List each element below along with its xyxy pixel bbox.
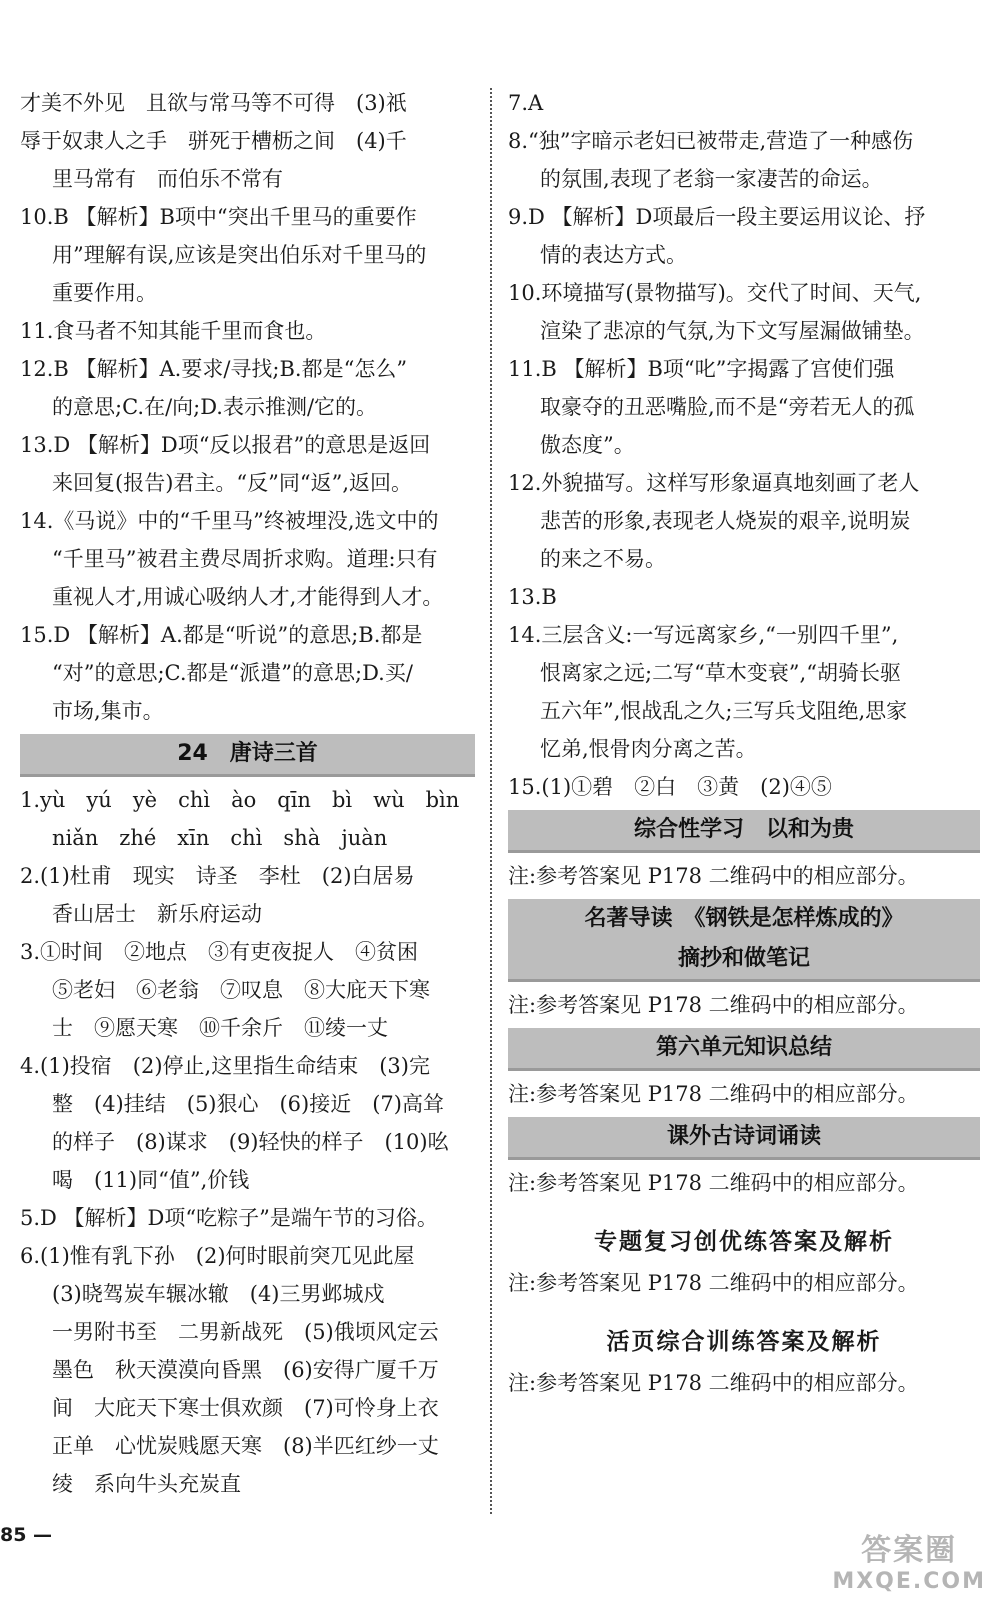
section-header [20, 734, 475, 777]
left-column [20, 84, 475, 1503]
answer-line: 15.D 【解析】A.都是“听说”的意思;B.都是 [20, 623, 423, 647]
answer-line: 10.环境描写(景物描写)。交代了时间、天气, [508, 281, 922, 305]
answer-line: 15.(1)①碧 ②白 ③黄 (2)④⑤ [508, 775, 832, 799]
answer-line: 注:参考答案见 P178 二维码中的相应部分。 [508, 1082, 919, 1106]
answer-line: 市场,集市。 [52, 699, 164, 723]
answer-line: 重视人才,用诚心吸纳人才,才能得到人才。 [52, 585, 444, 609]
answer-line: 4.(1)投宿 (2)停止,这里指生命结束 (3)完 [20, 1054, 430, 1078]
answer-line: 12.B 【解析】A.要求/寻找;B.都是“怎么” [20, 357, 408, 381]
section-title: 活页综合训练答案及解析 [606, 1329, 882, 1355]
section-header-text: 第六单元知识总结 [655, 1035, 832, 1060]
answer-line: 10.B 【解析】B项中“突出千里马的重要作 [20, 205, 417, 229]
answer-line: 才美不外见 且欲与常马等不可得 (3)祇 [20, 91, 407, 115]
answer-line: 整 (4)挂结 (5)狠心 (6)接近 (7)高耸 [52, 1092, 444, 1116]
answer-line: 注:参考答案见 P178 二维码中的相应部分。 [508, 1371, 919, 1395]
answer-line: 6.(1)惟有乳下孙 (2)何时眼前突兀见此屋 [20, 1244, 415, 1268]
answer-line: 一男附书至 二男新战死 (5)俄顷风定云 [52, 1320, 439, 1344]
answer-line: 绫 系向牛头充炭直 [52, 1472, 241, 1496]
answer-line: 注:参考答案见 P178 二维码中的相应部分。 [508, 864, 919, 888]
answer-line: 的来之不易。 [540, 547, 666, 571]
answer-line: 2.(1)杜甫 现实 诗圣 李杜 (2)白居易 [20, 864, 415, 888]
section-header-text: 24 唐诗三首 [177, 741, 318, 766]
section-title: 专题复习创优练答案及解析 [594, 1229, 894, 1255]
section-header [508, 1028, 980, 1071]
answer-line: 9.D 【解析】D项最后一段主要运用议论、抒 [508, 205, 926, 229]
answer-line: “千里马”被君主费尽周折求购。道理:只有 [52, 547, 438, 571]
answer-line: 情的表达方式。 [540, 243, 687, 267]
answer-line: 注:参考答案见 P178 二维码中的相应部分。 [508, 993, 919, 1017]
answer-line: 8.“独”字暗示老妇已被带走,营造了一种感伤 [508, 129, 914, 153]
answer-line: 的意思;C.在/向;D.表示推测/它的。 [52, 395, 378, 419]
answer-line: 恨离家之远;二写“草木变衰”,“胡骑长驱 [540, 661, 901, 685]
answer-line: 13.B [508, 585, 557, 609]
spacer [508, 1302, 980, 1320]
watermark-logo [832, 1525, 986, 1594]
column-divider [490, 88, 492, 1514]
answer-line: 来回复(报告)君主。“反”同“返”,返回。 [52, 471, 413, 495]
section-header-text: 摘抄和做笔记 [677, 946, 810, 971]
page-number: 85 — [0, 1524, 53, 1546]
answer-line: 忆弟,恨骨肉分离之苦。 [540, 737, 757, 761]
answer-line: 14.《马说》中的“千里马”终被埋没,选文中的 [20, 509, 439, 533]
answer-line: 3.①时间 ②地点 ③有吏夜捉人 ④贫困 [20, 940, 419, 964]
answer-line: 注:参考答案见 P178 二维码中的相应部分。 [508, 1171, 919, 1195]
right-column [508, 84, 980, 1402]
answer-line: 里马常有 而伯乐不常有 [52, 167, 283, 191]
answer-line: 正单 心忧炭贱愿天寒 (8)半匹红纱一丈 [52, 1434, 439, 1458]
answer-line: 间 大庇天下寒士俱欢颜 (7)可怜身上衣 [52, 1396, 439, 1420]
answer-line: 傲态度”。 [540, 433, 635, 457]
answer-line: 11.B 【解析】B项“叱”字揭露了宫使们强 [508, 357, 895, 381]
section-header-text: 名著导读 《钢铁是怎样炼成的》 [584, 906, 904, 931]
answer-line: 取豪夺的丑恶嘴脸,而不是“旁若无人的孤 [540, 395, 915, 419]
section-header-text: 课外古诗词诵读 [666, 1124, 821, 1149]
answer-line: 辱于奴隶人之手 骈死于槽枥之间 (4)千 [20, 129, 407, 153]
section-header [508, 1117, 980, 1160]
watermark-line1: 答案圈 [861, 1533, 958, 1568]
answer-line: 用”理解有误,应该是突出伯乐对千里马的 [52, 243, 427, 267]
answer-line: 的样子 (8)谋求 (9)轻快的样子 (10)吆 [52, 1130, 449, 1154]
answer-line: 注:参考答案见 P178 二维码中的相应部分。 [508, 1271, 919, 1295]
answer-line: 士 ⑨愿天寒 ⑩千余斤 ⑪绫一丈 [52, 1016, 388, 1040]
watermark-line2: MXQE.COM [832, 1569, 986, 1594]
answer-line: 香山居士 新乐府运动 [52, 902, 262, 926]
answer-line: 喝 (11)同“值”,价钱 [52, 1168, 250, 1192]
answer-line: 重要作用。 [52, 281, 157, 305]
answer-line: niǎn zhé xīn chì shà juàn [52, 826, 388, 850]
answer-line: 墨色 秋天漠漠向昏黑 (6)安得广厦千万 [52, 1358, 439, 1382]
spacer [508, 1202, 980, 1220]
section-header-text: 综合性学习 以和为贵 [633, 817, 854, 842]
answer-line: 悲苦的形象,表现老人烧炭的艰辛,说明炭 [540, 509, 911, 533]
answer-line: 五六年”,恨战乱之久;三写兵戈阻绝,思家 [540, 699, 908, 723]
answer-line: “对”的意思;C.都是“派遣”的意思;D.买/ [52, 661, 413, 685]
section-header [508, 810, 980, 853]
answer-line: 的氛围,表现了老翁一家凄苦的命运。 [540, 167, 883, 191]
answer-line: 14.三层含义:一写远离家乡,“一别四千里”, [508, 623, 899, 647]
answer-line: 5.D 【解析】D项“吃粽子”是端午节的习俗。 [20, 1206, 438, 1230]
answer-line: ⑤老妇 ⑥老翁 ⑦叹息 ⑧大庇天下寒 [52, 978, 430, 1002]
answer-line: 渲染了悲凉的气氛,为下文写屋漏做铺垫。 [540, 319, 925, 343]
answer-line: 7.A [508, 91, 544, 115]
answer-line: 13.D 【解析】D项“反以报君”的意思是返回 [20, 433, 431, 457]
answer-line: (3)晓驾炭车辗冰辙 (4)三男邺城戍 [52, 1282, 385, 1306]
answer-line: 1.yù yú yè chì ào qīn bì wù bìn [20, 788, 460, 812]
section-header [508, 899, 980, 982]
answer-line: 12.外貌描写。这样写形象逼真地刻画了老人 [508, 471, 920, 495]
answer-line: 11.食马者不知其能千里而食也。 [20, 319, 327, 343]
